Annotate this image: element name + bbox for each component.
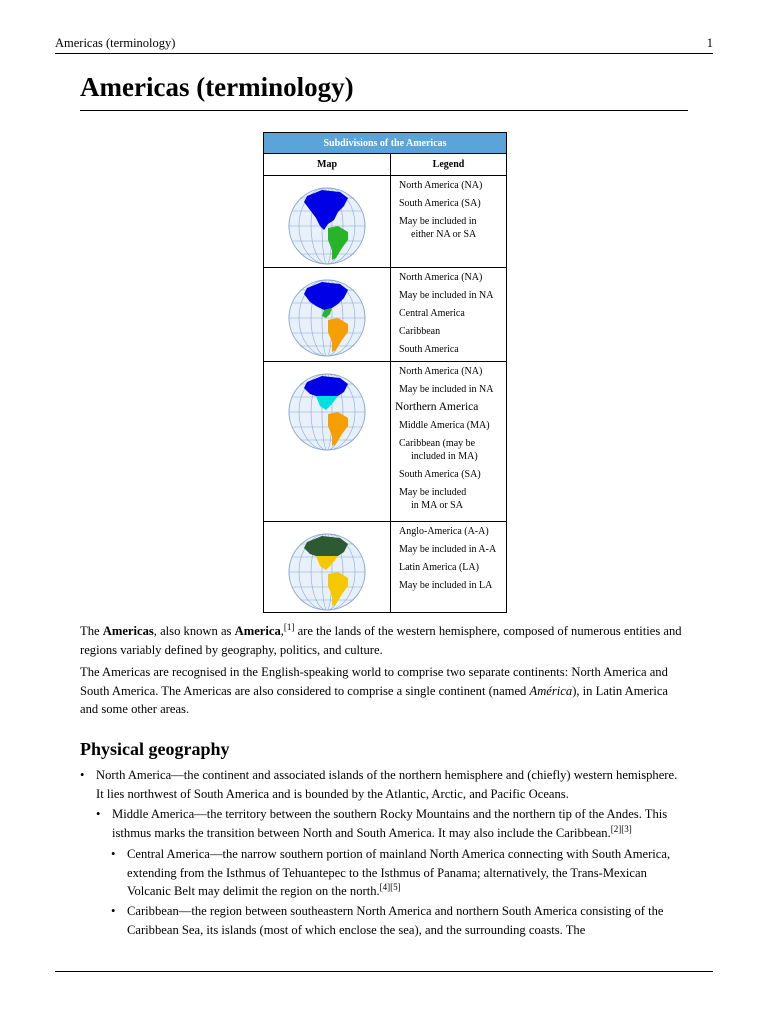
bullet-text: Middle America—the territory between the southern Rocky Mountains and the northern tip of the Andes. This isthmus marks the transition between North and South America. It may also include the Caribbean.	[112, 807, 668, 840]
footer-rule	[55, 971, 713, 972]
running-header	[55, 35, 713, 54]
legend-item-label: May be included in NA	[399, 290, 494, 301]
legend-item-continuation: included in MA)	[411, 451, 478, 462]
legend-item-label: South America (SA)	[399, 198, 481, 209]
infobox-caption: Subdivisions of the Americas	[264, 133, 507, 154]
legend-item-label: May be included in	[399, 216, 477, 227]
list-item	[80, 766, 688, 803]
term-america: America	[234, 624, 281, 638]
citation-link[interactable]: [4][5]	[379, 881, 401, 892]
subdivisions-infobox	[263, 132, 507, 613]
citation-link[interactable]: [2][3]	[610, 823, 632, 834]
title-rule	[80, 110, 688, 111]
text-run: The Americas are recognised in the English-speaking world to comprise two separate continents: North America and South America. The Americas are also considered to comprise a single continent (named	[80, 665, 668, 698]
legend-cell-1	[391, 176, 507, 268]
term-america-italic: América	[529, 683, 573, 698]
legend-item	[391, 197, 506, 210]
globe-icon	[282, 530, 372, 612]
legend-item-label: North America (NA)	[399, 366, 483, 377]
legend-item-label: North America (NA)	[399, 272, 483, 283]
legend-item	[391, 437, 506, 463]
legend-item	[391, 179, 506, 192]
bullet-text: Central America—the narrow southern portion of mainland North America connecting with South America, extending from the Isthmus of Tehuantepec to the Isthmus of Panama; alternatively, the Trans-Mexican Volcanic Belt may delimit the region on the north.	[127, 847, 671, 898]
legend-item	[391, 579, 506, 592]
legend-item	[391, 561, 506, 574]
globe-icon	[282, 184, 372, 266]
legend-item	[391, 525, 506, 538]
legend-item	[391, 271, 506, 284]
list-item	[111, 845, 688, 901]
legend-item-label: South America	[399, 344, 459, 355]
legend-item	[391, 289, 506, 302]
legend-item	[391, 325, 506, 338]
legend-cell-3	[391, 362, 507, 522]
list-item	[111, 902, 688, 939]
bullet-icon: •	[111, 904, 116, 918]
globe-map-3	[264, 362, 391, 522]
legend-item-label: May be included in NA	[399, 384, 494, 395]
citation-link[interactable]: [1]	[283, 621, 295, 632]
legend-item	[391, 468, 506, 481]
intro-paragraph-1	[80, 622, 688, 659]
legend-item-label: Caribbean (may be	[399, 438, 476, 449]
text-run: ,	[280, 624, 284, 638]
text-run: The	[80, 624, 103, 638]
globe-map-1	[264, 176, 391, 268]
section-heading: Physical geography	[80, 739, 230, 759]
legend-item	[391, 486, 506, 512]
globe-icon	[282, 370, 372, 452]
globe-map-2	[264, 268, 391, 362]
globe-map-4	[264, 522, 391, 613]
legend-item	[391, 383, 506, 396]
legend-item-label: Central America	[399, 308, 465, 319]
legend-item-label: South America (SA)	[399, 469, 481, 480]
infobox-col-map: Map	[264, 154, 391, 176]
legend-item-label: Middle America (MA)	[399, 420, 490, 431]
infobox-col-legend: Legend	[391, 154, 507, 176]
legend-item-label: Northern America	[395, 401, 479, 413]
bullet-text: Caribbean—the region between southeastern North America and northern South America consisting of the Caribbean Sea, its islands (most of which enclose the sea), and the surrounding coasts. The	[127, 904, 664, 937]
page-number: 1	[706, 36, 713, 50]
bullet-icon: •	[96, 807, 101, 821]
legend-item-label: May be included in A-A	[399, 544, 497, 555]
legend-item	[391, 343, 506, 356]
list-item	[96, 805, 688, 842]
legend-item-continuation: in MA or SA	[411, 500, 463, 511]
intro-paragraph-2	[80, 663, 688, 719]
text-run: , also known as	[153, 624, 235, 638]
bullet-text: North America—the continent and associated islands of the northern hemisphere and (chiefly) western hemisphere. It lies northwest of South America and is bounded by the Atlantic, Arctic, and Pacific Oceans.	[96, 768, 678, 801]
bullet-icon: •	[80, 768, 85, 782]
legend-item-continuation: either NA or SA	[411, 229, 477, 240]
legend-item	[391, 215, 506, 241]
bullet-icon: •	[111, 847, 116, 861]
legend-item	[391, 307, 506, 320]
running-header-title: Americas (terminology)	[55, 36, 176, 50]
legend-item	[391, 419, 506, 432]
legend-cell-4	[391, 522, 507, 613]
legend-item	[391, 543, 506, 556]
term-americas: Americas	[102, 624, 154, 638]
legend-item-label: Latin America (LA)	[399, 562, 479, 573]
legend-item-label: May be included in LA	[399, 580, 493, 591]
legend-item	[391, 401, 506, 414]
text-run: ), in Latin America and some other areas.	[80, 683, 669, 716]
legend-item-label: Anglo-America (A-A)	[399, 526, 489, 537]
legend-item-label: Caribbean	[399, 326, 441, 337]
text-run: are the lands of the western hemisphere, composed of numerous entities and regions variably defined by geography, politics, and culture.	[80, 624, 682, 657]
legend-item-label: North America (NA)	[399, 180, 483, 191]
legend-item	[391, 365, 506, 378]
legend-item-label: May be included	[399, 487, 467, 498]
globe-icon	[282, 276, 372, 358]
page-title: Americas (terminology)	[80, 72, 354, 102]
legend-cell-2	[391, 268, 507, 362]
